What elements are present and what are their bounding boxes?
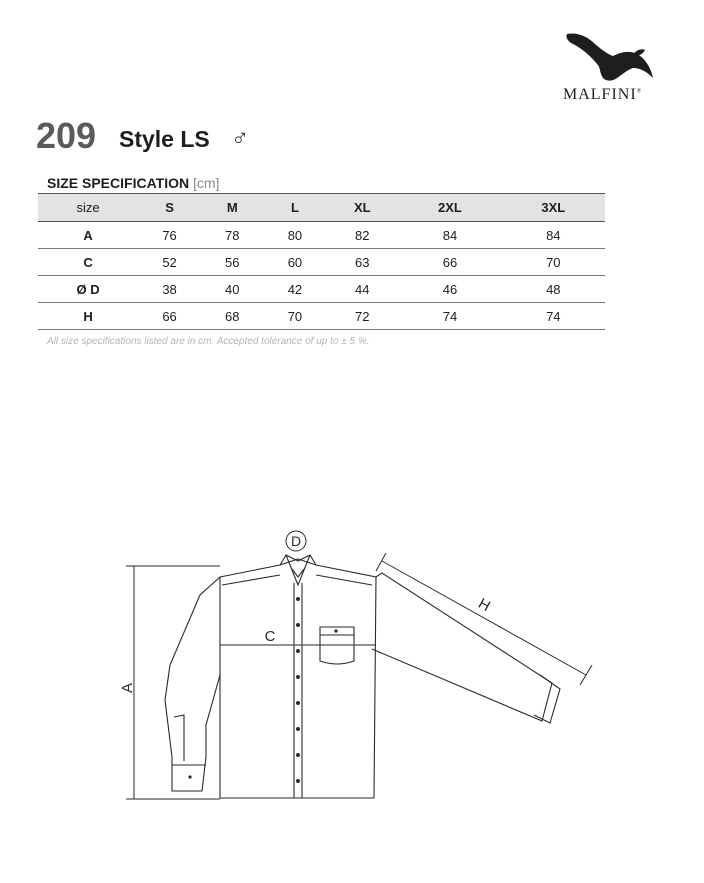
spec-heading: SIZE SPECIFICATION [cm] — [47, 175, 220, 191]
label-c: C — [264, 628, 276, 645]
label-d: D — [290, 533, 302, 549]
column-header: 3XL — [541, 200, 566, 215]
male-icon: ♂ — [231, 125, 249, 152]
label-a: A — [119, 682, 136, 694]
column-header: L — [290, 200, 299, 215]
table-cell: 44 — [355, 281, 370, 297]
shirt-diagram — [110, 525, 600, 815]
column-header: XL — [353, 200, 371, 215]
table-cell: 84 — [546, 227, 561, 243]
row-label: C — [83, 254, 93, 270]
table-cell: 56 — [225, 254, 240, 270]
table-cell: 40 — [225, 281, 240, 297]
row-label: Ø D — [76, 281, 100, 297]
table-row — [38, 303, 605, 330]
brand-name: MALFINI® — [563, 86, 643, 103]
dimension-a — [126, 566, 220, 799]
row-label: A — [83, 227, 93, 243]
table-cell: 60 — [287, 254, 303, 270]
table-cell: 70 — [546, 254, 561, 270]
table-header-row — [38, 194, 605, 222]
brand-logo — [555, 28, 665, 108]
table-cell: 70 — [287, 308, 303, 324]
table-row — [38, 222, 605, 249]
style-name: Style LS — [119, 126, 210, 152]
column-header: size — [76, 200, 100, 215]
table-row — [38, 276, 605, 303]
buttons — [188, 597, 337, 783]
column-header: S — [165, 200, 174, 215]
table-cell: 48 — [546, 281, 561, 297]
dimension-h — [376, 553, 592, 685]
spec-unit: [cm] — [192, 175, 220, 191]
column-header: 2XL — [438, 200, 462, 215]
table-cell: 52 — [162, 254, 177, 270]
table-cell: 63 — [355, 254, 370, 270]
table-cell: 84 — [442, 227, 458, 243]
row-label: H — [83, 308, 93, 324]
shirt-outline — [165, 555, 560, 798]
table-cell: 82 — [355, 227, 370, 243]
table-cell: 42 — [287, 281, 303, 297]
table-cell: 68 — [225, 308, 240, 324]
table-cell: 76 — [162, 227, 177, 243]
table-cell: 66 — [162, 308, 177, 324]
table-cell: 74 — [546, 308, 561, 324]
table-cell: 66 — [442, 254, 458, 270]
table-cell: 80 — [287, 227, 303, 243]
column-header: M — [226, 200, 238, 215]
table-row — [38, 249, 605, 276]
size-table — [38, 193, 605, 330]
eagle-icon — [563, 28, 655, 84]
table-cell: 72 — [355, 308, 370, 324]
label-h: H — [475, 595, 494, 616]
table-cell: 46 — [442, 281, 458, 297]
tolerance-note: All size specifications listed are in cm. Accepted tolerance of up to ± 5 %. — [47, 336, 370, 347]
model-number: 209 — [36, 115, 97, 156]
table-cell: 74 — [442, 308, 458, 324]
table-cell: 78 — [225, 227, 240, 243]
table-cell: 38 — [162, 281, 177, 297]
